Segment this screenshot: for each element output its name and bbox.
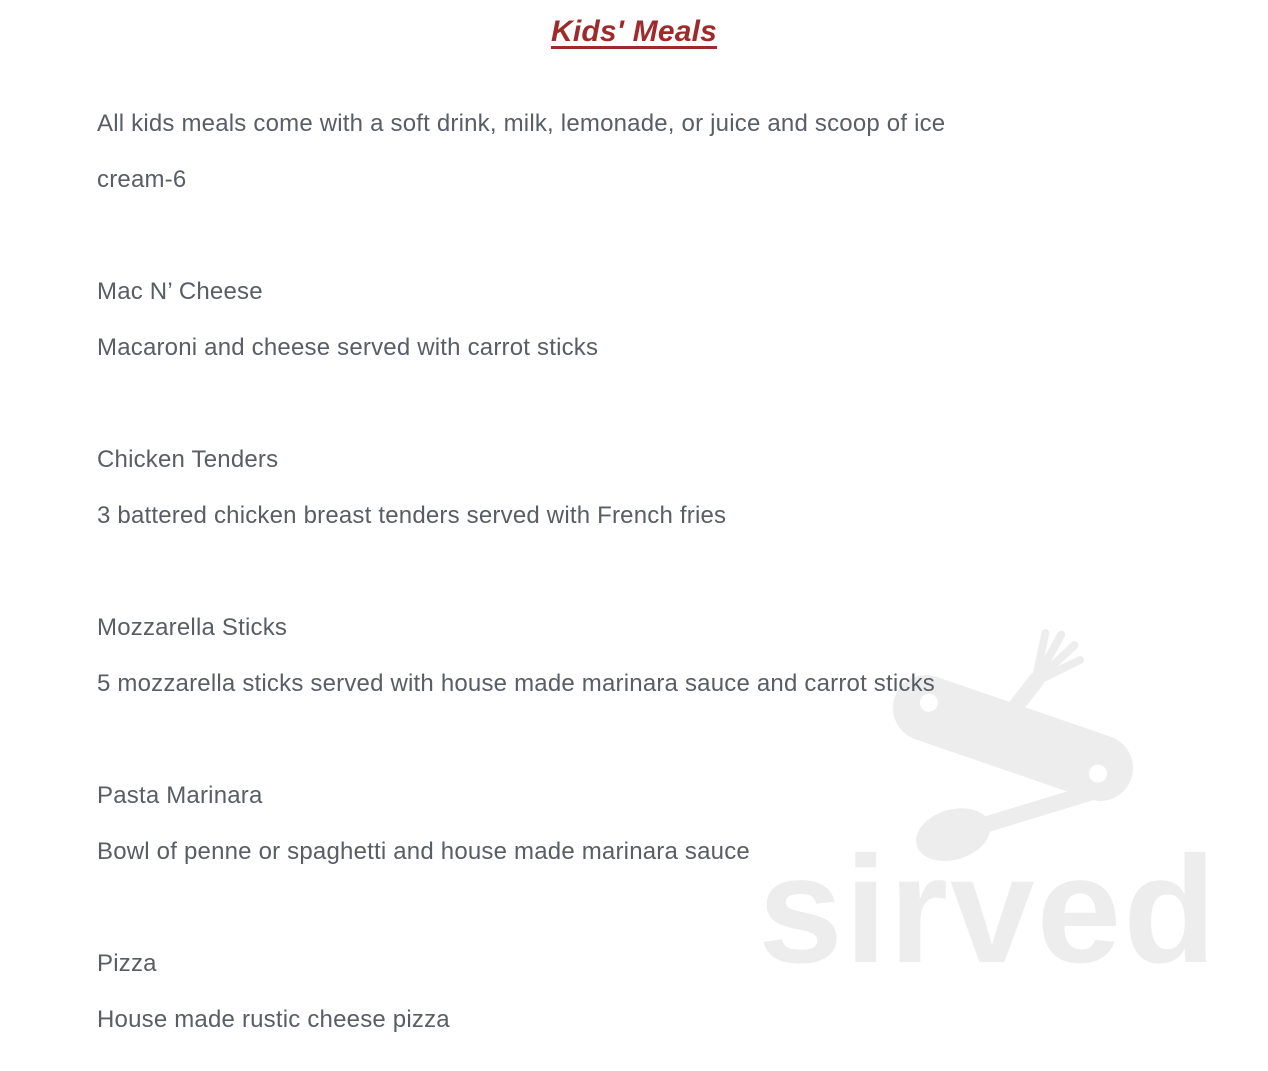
menu-intro (97, 96, 1218, 208)
menu-item-name: Pizza (97, 950, 157, 977)
menu-item-description: 5 mozzarella sticks served with house made marinara sauce and carrot sticks (97, 670, 936, 697)
menu-body (97, 96, 1218, 1071)
menu-item (97, 600, 1218, 712)
menu-intro-line: cream-6 (97, 166, 187, 193)
menu-item-description: House made rustic cheese pizza (97, 1006, 450, 1033)
menu-item (97, 936, 1218, 1048)
menu-item-description: Bowl of penne or spaghetti and house made marinara sauce (97, 838, 750, 865)
menu-item-name: Mac N’ Cheese (97, 278, 263, 305)
menu-item-description: Macaroni and cheese served with carrot sticks (97, 334, 599, 361)
menu-intro-line: All kids meals come with a soft drink, milk, lemonade, or juice and scoop of ice (97, 110, 946, 137)
menu-section-title: Kids' Meals (550, 15, 718, 48)
menu-item-description: 3 battered chicken breast tenders served with French fries (97, 502, 727, 529)
sirved-wordmark: sirved (758, 825, 1218, 995)
menu-item-name: Mozzarella Sticks (97, 614, 288, 641)
menu-item (97, 432, 1218, 544)
menu-item-name: Pasta Marinara (97, 782, 263, 809)
menu-item (97, 264, 1218, 376)
menu-item-name: Chicken Tenders (97, 446, 279, 473)
menu-item (97, 768, 1218, 880)
